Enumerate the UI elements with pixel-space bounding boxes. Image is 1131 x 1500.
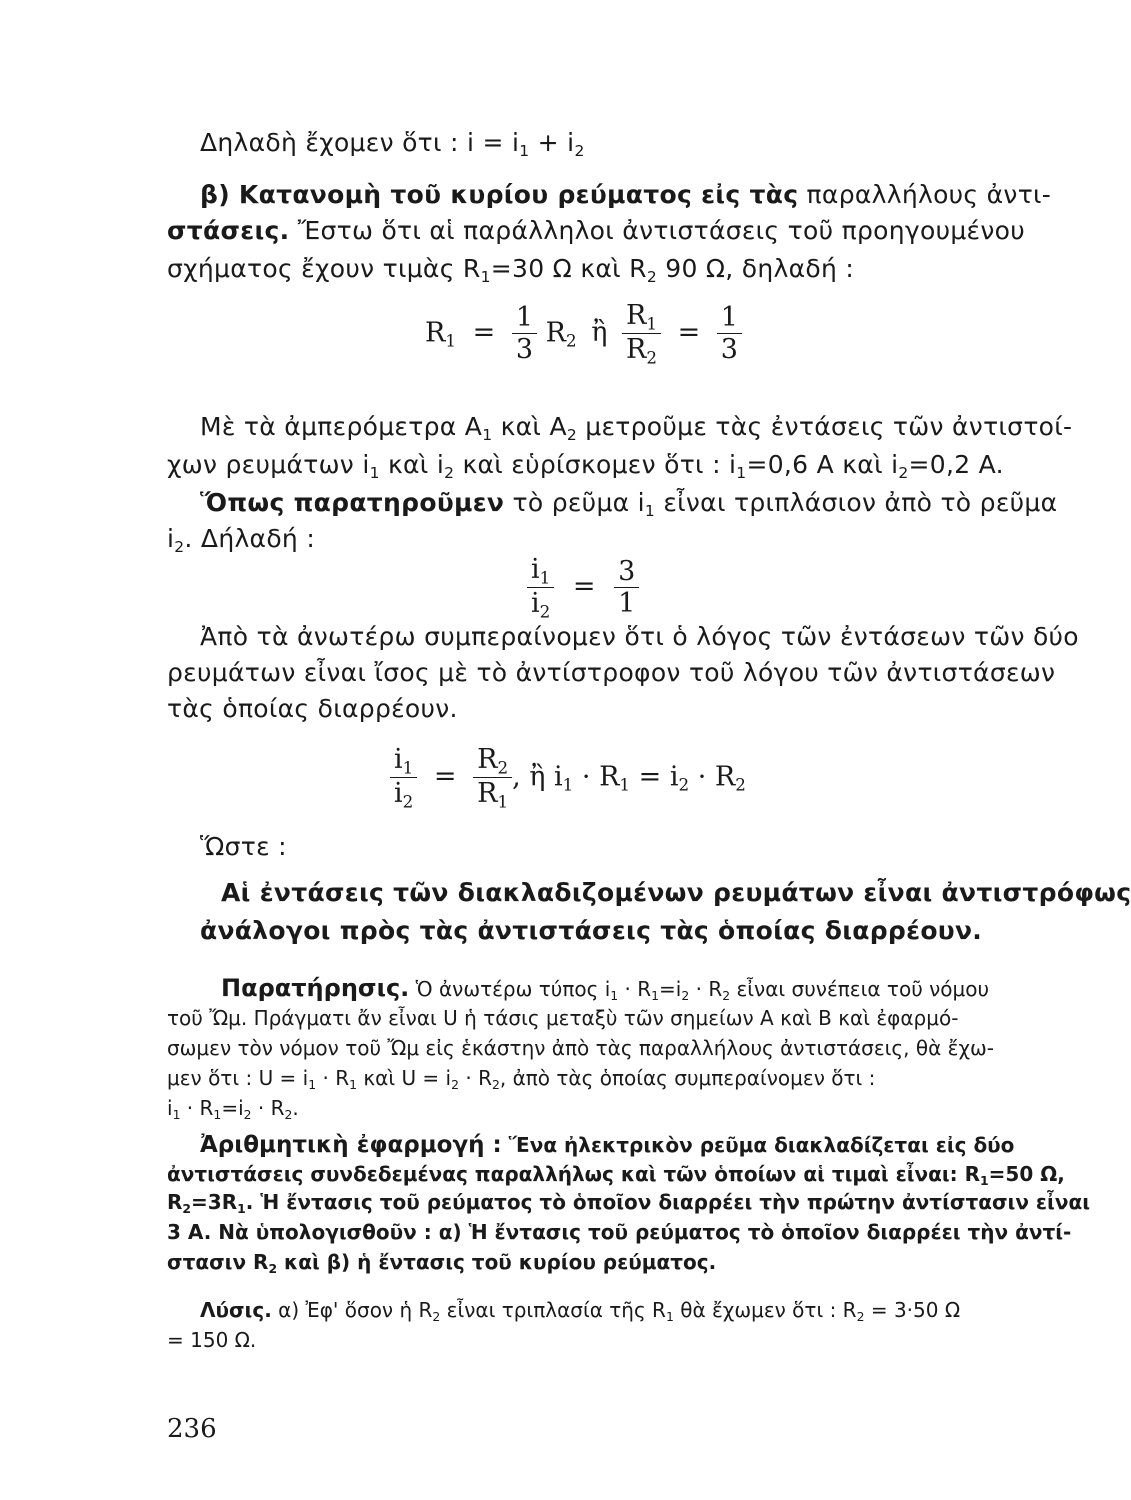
solution-heading: Λύσις. [200, 1298, 272, 1322]
subscript: 1 [445, 330, 456, 351]
text: =50 Ω, [988, 1162, 1065, 1186]
equation-inverse-ratio [390, 744, 746, 812]
subscript: 2 [444, 463, 455, 482]
text: =0,6 A καὶ i [746, 450, 899, 479]
subscript: 1 [610, 987, 619, 1003]
text: καὶ U = i [356, 1066, 452, 1090]
text: = i [630, 761, 679, 793]
note-line5 [167, 1096, 299, 1122]
note-heading: Παρατήρησις. [221, 974, 410, 1002]
text: · R [459, 1066, 492, 1090]
symbol-i: i [531, 588, 540, 620]
subscript: 1 [497, 791, 509, 812]
subscript: 2 [678, 774, 690, 795]
fraction-r1-r2 [622, 300, 661, 368]
subscript: 2 [646, 267, 657, 286]
text: . Ἡ ἔντασις τοῦ ρεύματος τὸ ὁποῖον διαρρέει τὴν πρώτην ἀντίστασιν εἶναι [245, 1190, 1090, 1214]
subscript: 2 [722, 987, 731, 1003]
symbol-i: i [394, 778, 403, 810]
para2-line3 [200, 488, 1057, 520]
text: =i [221, 1096, 244, 1120]
para3-line2: ρευμάτων εἶναι ἴσος μὲ τὸ ἀντίστροφον τοῦ λόγου τῶν ἀντιστάσεων [167, 658, 1056, 687]
numerator [527, 554, 554, 587]
solution-line2: = 150 Ω. [167, 1328, 257, 1352]
denominator [527, 587, 554, 621]
text: σχήματος ἔχουν τιμὰς R [167, 254, 481, 283]
text: . [292, 1096, 299, 1120]
section-b-heading-end: στάσεις. [167, 216, 290, 245]
para2-line1 [200, 412, 1072, 444]
text: · R [618, 977, 652, 1001]
note-line1 [221, 974, 989, 1003]
subscript: 1 [213, 1106, 222, 1122]
text: =30 Ω καὶ R [490, 254, 647, 283]
subscript: 1 [369, 463, 380, 482]
solution-line1 [200, 1298, 960, 1324]
denominator [622, 333, 661, 367]
app-line5 [167, 1250, 716, 1276]
subscript: 2 [243, 1106, 252, 1122]
para3-line1: Ἀπὸ τὰ ἀνωτέρω συμπεραίνομεν ὅτι ὁ λόγος τῶν ἐντάσεων τῶν δύο [200, 622, 1079, 651]
subscript: 2 [451, 1076, 459, 1092]
text: i [167, 1096, 173, 1120]
subscript: 1 [519, 141, 530, 160]
text: Ὁ ἀνωτέρω τύπος i [409, 977, 611, 1001]
equals: = [472, 317, 496, 349]
subscript: 1 [644, 501, 656, 520]
subscript: 2 [491, 1076, 500, 1092]
denominator [473, 777, 512, 811]
fraction-i1-i2 [390, 744, 417, 812]
denominator: 1 [614, 587, 639, 619]
subscript: 1 [562, 774, 574, 795]
symbol-r: R [477, 778, 498, 810]
text: =0,2 A. [908, 450, 1004, 479]
subscript: 1 [539, 567, 551, 588]
text: Ἕνα ἠλεκτρικὸν ρεῦμα διακλαδίζεται εἰς δύο [501, 1133, 1015, 1157]
rule-line1: Αἱ ἐντάσεις τῶν διακλαδιζομένων ρευμάτων εἶναι ἀντιστρόφως [221, 878, 1131, 907]
section-b-line3 [167, 254, 854, 286]
text: , ἀπὸ τὰς ὁποίας συμπεραίνομεν ὅτι : [499, 1066, 876, 1090]
note-line2: τοῦ Ὤμ. Πράγματι ἄν εἶναι U ἡ τάσις μεταξὺ τῶν σημείων A καὶ B καὶ ἐφαρμό- [167, 1006, 959, 1030]
subscript: 1 [736, 463, 747, 482]
denominator: 3 [512, 333, 537, 365]
numerator: 3 [618, 556, 636, 588]
app-line4: 3 A. Νὰ ὑπολογισθοῦν : α) Ἡ ἔντασις τοῦ ρεύματος τὸ ὁποῖον διαρρέει τὴν ἀντί- [167, 1220, 1072, 1244]
note-line3: σωμεν τὸν νόμον τοῦ Ὤμ εἰς ἑκάστην ἀπὸ τὰς παραλλήλους ἀντιστάσεις, θὰ ἔχω- [167, 1036, 994, 1060]
subscript: 1 [237, 1200, 246, 1216]
symbol-r: R [625, 300, 647, 331]
section-b-text: Ἔστω ὅτι αἱ παράλληλοι ἀντιστάσεις τοῦ προηγουμένου [289, 216, 1025, 245]
formula-eq: = i [474, 128, 520, 157]
subscript: 1 [665, 1308, 674, 1324]
text: · R [573, 761, 620, 793]
subscript: 2 [432, 1308, 441, 1324]
text: καὶ A [492, 412, 567, 441]
text: τὸ ρεῦμα i [504, 488, 645, 517]
symbol-r: R [477, 744, 498, 775]
therefore-label: Ὥστε : [200, 832, 287, 861]
symbol-r: R [625, 334, 647, 366]
text: μετροῦμε τὰς ἐντάσεις τῶν ἀντιστοί- [577, 412, 1073, 441]
subscript: 2 [182, 1200, 192, 1216]
subscript: 2 [566, 425, 578, 444]
fraction-one-third-2 [717, 302, 742, 365]
subscript: 2 [268, 1260, 278, 1276]
para3-line3: τὰς ὁποίας διαρρέουν. [167, 694, 458, 723]
text: · R [689, 761, 736, 793]
text: = 3·50 Ω [864, 1298, 961, 1322]
equals: = [572, 571, 596, 603]
subscript: 2 [898, 463, 909, 482]
text: εἶναι τριπλάσιον ἀπὸ τὸ ρεῦμα [655, 488, 1058, 517]
app-heading: Ἀριθμητικὴ ἐφαρμογή : [200, 1132, 502, 1158]
numerator: 1 [515, 302, 533, 334]
equation-ratio-r [425, 300, 742, 368]
section-b-heading: β) Κατανομὴ τοῦ κυρίου ρεύματος εἰς τὰς [200, 180, 799, 209]
numerator: 1 [720, 302, 738, 334]
text: καὶ β) ἡ ἔντασις τοῦ κυρίου ρεύματος. [277, 1250, 717, 1274]
equals: = [677, 317, 701, 349]
app-line1 [200, 1132, 1014, 1158]
intro-line [200, 128, 585, 160]
subscript: 1 [172, 1106, 181, 1122]
or: ἢ [591, 317, 608, 349]
equation-current-ratio [527, 554, 639, 622]
subscript: 1 [482, 425, 493, 444]
equals: = [433, 761, 457, 793]
subscript: 2 [539, 601, 551, 622]
fraction-r2-r1 [473, 744, 512, 812]
text: χων ρευμάτων i [167, 450, 370, 479]
text: θὰ ἔχωμεν ὅτι : R [673, 1298, 857, 1322]
subscript: 1 [980, 1172, 989, 1188]
symbol-i: i [531, 554, 540, 585]
text: εἶναι συνέπεια τοῦ νόμου [730, 977, 990, 1001]
text: R [167, 1190, 183, 1214]
formula-plus: + i [529, 128, 575, 157]
subscript: 1 [619, 774, 631, 795]
subscript: 2 [402, 791, 414, 812]
fraction-one-third [512, 302, 537, 365]
app-line3 [167, 1190, 1090, 1216]
symbol-i: i [394, 744, 403, 775]
numerator [390, 744, 417, 777]
text: , ἢ i [512, 761, 563, 793]
text: μεν ὅτι : U = i [167, 1066, 309, 1090]
text: εἶναι τριπλασία τῆς R [440, 1298, 666, 1322]
denominator [390, 777, 417, 811]
text: Μὲ τὰ ἀμπερόμετρα A [200, 412, 483, 441]
text: · R [251, 1096, 285, 1120]
subscript: 1 [349, 1076, 357, 1092]
denominator: 3 [717, 333, 742, 365]
text: · R [180, 1096, 214, 1120]
text: =3R [191, 1190, 238, 1214]
bold-text: Ὅπως παρατηροῦμεν [200, 488, 505, 517]
text: · R [689, 977, 723, 1001]
text: α) Ἐφ' ὅσον ἡ R [271, 1298, 433, 1322]
text: i [167, 524, 175, 553]
text: 90 Ω, δηλαδή : [657, 254, 855, 283]
subscript: 1 [651, 987, 660, 1003]
subscript: 2 [565, 330, 577, 351]
numerator [473, 744, 512, 777]
subscript: 2 [174, 537, 185, 556]
text: =i [659, 977, 682, 1001]
note-line4 [167, 1066, 875, 1092]
symbol-r: R [425, 317, 446, 349]
subscript: 2 [735, 774, 746, 795]
symbol-r: R [545, 317, 566, 349]
subscript: 2 [856, 1308, 865, 1324]
subscript: 1 [402, 757, 414, 778]
text: στασιν R [167, 1250, 269, 1274]
text: καὶ i [379, 450, 445, 479]
section-b-line2 [167, 216, 1025, 245]
subscript: 1 [480, 267, 491, 286]
text: καὶ εὑρίσκομεν ὅτι : i [454, 450, 737, 479]
rule-line2: ἀνάλογοι πρὸς τὰς ἀντιστάσεις τὰς ὁποίας διαρρέουν. [200, 916, 983, 945]
numerator [622, 300, 661, 333]
section-b-heading-rest: παραλλήλους ἀντι- [798, 180, 1052, 209]
subscript: 2 [497, 757, 509, 778]
subscript: 1 [308, 1076, 317, 1092]
text: ἀντιστάσεις συνδεδεμένας παραλλήλως καὶ τῶν ὁποίων αἱ τιμαὶ εἶναι: R [167, 1162, 981, 1186]
subscript: 2 [646, 347, 657, 368]
fraction-three-one [614, 556, 639, 619]
text: . Δήλαδή : [184, 524, 316, 553]
text: · R [316, 1066, 350, 1090]
subscript: 2 [284, 1106, 293, 1122]
subscript: 1 [646, 313, 657, 334]
app-line2 [167, 1162, 1065, 1188]
subscript: 2 [681, 987, 690, 1003]
intro-text: Δηλαδὴ ἔχομεν ὅτι : [200, 128, 468, 157]
page-number: 236 [167, 1414, 217, 1444]
fraction-i1-i2 [527, 554, 554, 622]
subscript: 2 [574, 141, 585, 160]
para2-line4 [167, 524, 315, 556]
formula-i: i [467, 128, 475, 157]
para2-line2 [167, 450, 1004, 482]
section-b-line1 [200, 180, 1051, 209]
